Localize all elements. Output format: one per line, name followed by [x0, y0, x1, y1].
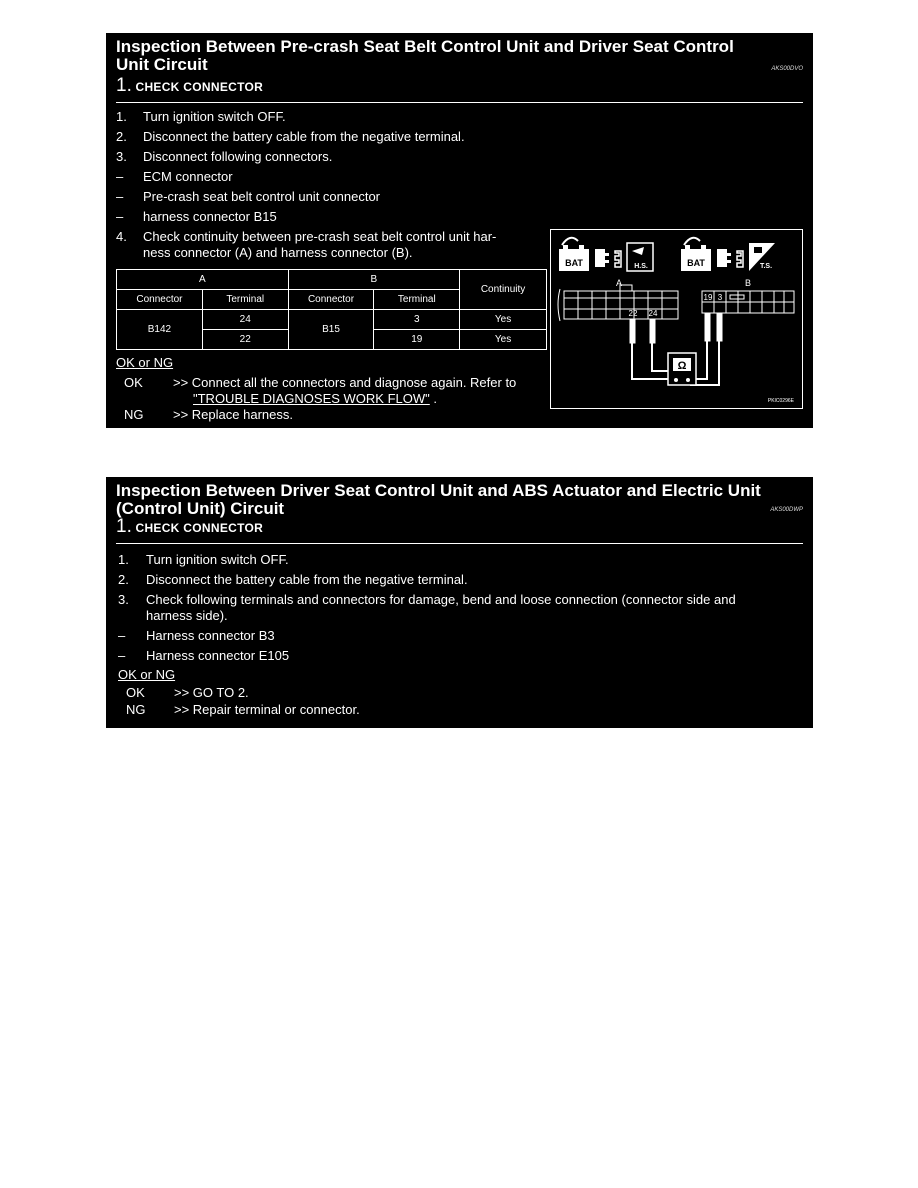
step-marker: – — [118, 628, 126, 643]
battery-label: BAT — [687, 258, 705, 268]
step-marker: 2. — [116, 129, 127, 144]
table-header-terminal: Terminal — [374, 290, 460, 310]
ok-text: >> GO TO 2. — [174, 685, 249, 700]
workflow-link-line — [193, 391, 437, 407]
ng-text: >> Repair terminal or connector. — [174, 702, 360, 717]
table-cell-continuity: Yes — [460, 310, 547, 330]
step-text: Harness connector E105 — [146, 648, 290, 663]
table-header-continuity: Continuity — [460, 270, 547, 310]
step-number: 1. — [116, 516, 132, 537]
terminal-side-icon — [749, 243, 775, 271]
step-title: CHECK CONNECTOR — [135, 521, 264, 535]
table-cell-continuity: Yes — [460, 330, 547, 350]
step-text: Disconnect the battery cable from the negative terminal. — [143, 129, 465, 144]
table-cell-connector-b: B15 — [288, 310, 374, 350]
step-marker: – — [118, 648, 126, 663]
ng-text: >> Replace harness. — [173, 407, 293, 422]
table-row — [117, 310, 547, 330]
step-marker: 3. — [116, 149, 127, 164]
section-title-line1: Inspection Between Pre-crash Seat Belt Control Unit and Driver Seat Control — [116, 37, 734, 56]
ng-label: NG — [124, 407, 144, 422]
pin-label: 3 — [717, 293, 723, 302]
workflow-link[interactable]: "TROUBLE DIAGNOSES WORK FLOW" — [193, 391, 430, 406]
table-group-b: B — [288, 270, 460, 290]
ok-ng-heading: OK or NG — [116, 355, 174, 370]
pin-label: 19 — [703, 293, 713, 302]
step-marker: 3. — [118, 592, 129, 607]
connector-a-label: A — [615, 278, 623, 288]
connector-b-label: B — [744, 278, 752, 288]
section-code: AKS00DWP — [770, 507, 803, 513]
ohmmeter-icon — [668, 353, 696, 385]
continuity-table — [116, 269, 547, 350]
step-text: Check continuity between pre-crash seat belt control unit har- — [143, 229, 497, 244]
step-text: ECM connector — [143, 169, 233, 184]
battery-label: BAT — [565, 258, 583, 268]
table-cell-terminal-a: 22 — [202, 330, 288, 350]
step-text: harness side). — [146, 608, 228, 623]
ok-label: OK — [126, 685, 145, 700]
step-text: Pre-crash seat belt control unit connector — [143, 189, 381, 204]
step-text: Disconnect following connectors. — [143, 149, 333, 164]
ng-label: NG — [126, 702, 146, 717]
step-text: harness connector B15 — [143, 209, 277, 224]
step-marker: 4. — [116, 229, 127, 244]
divider — [116, 543, 803, 544]
step-marker: 2. — [118, 572, 129, 587]
step-text: Check following terminals and connectors for damage, bend and loose connection (connector side and — [146, 592, 736, 607]
ok-label: OK — [124, 375, 143, 390]
table-group-a: A — [117, 270, 289, 290]
circuit-diagram — [550, 229, 803, 409]
step-text: Turn ignition switch OFF. — [143, 109, 286, 124]
step-marker: 1. — [118, 552, 129, 567]
inspection-panel-precrash — [106, 33, 813, 428]
table-header-terminal: Terminal — [202, 290, 288, 310]
step-text: Turn ignition switch OFF. — [146, 552, 289, 567]
figure-code: PKIC0296E — [767, 398, 794, 404]
table-cell-connector-a: B142 — [117, 310, 203, 350]
hs-label: H.S. — [634, 263, 648, 270]
step-text: ness connector (A) and harness connector (B). — [143, 245, 413, 260]
link-period: . — [433, 391, 438, 406]
step-marker: – — [116, 209, 124, 224]
section-title-line1: Inspection Between Driver Seat Control Unit and ABS Actuator and Electric Unit — [116, 481, 761, 500]
table-cell-terminal-b: 19 — [374, 330, 460, 350]
pin-label: 22 — [628, 309, 638, 318]
table-cell-terminal-a: 24 — [202, 310, 288, 330]
step-heading — [116, 75, 263, 97]
step-text: Disconnect the battery cable from the negative terminal. — [146, 572, 468, 587]
step-title: CHECK CONNECTOR — [135, 80, 264, 94]
step-number: 1. — [116, 75, 132, 96]
step-text: Harness connector B3 — [146, 628, 275, 643]
section-code: AKS00DVO — [771, 66, 803, 72]
step-heading — [116, 516, 263, 538]
pin-label: 24 — [648, 309, 658, 318]
ok-text: >> Connect all the connectors and diagnose again. Refer to — [173, 375, 517, 390]
step-marker: 1. — [116, 109, 127, 124]
divider — [116, 102, 803, 103]
step-marker: – — [116, 189, 124, 204]
table-header-connector: Connector — [117, 290, 203, 310]
step-marker: – — [116, 169, 124, 184]
section-title-line2: (Control Unit) Circuit — [116, 499, 285, 518]
ohm-symbol: Ω — [677, 360, 687, 372]
ts-label: T.S. — [759, 263, 773, 270]
harness-side-icon — [627, 243, 653, 271]
section-title-line2: Unit Circuit — [116, 55, 208, 74]
ok-ng-heading: OK or NG — [118, 667, 176, 682]
table-cell-terminal-b: 3 — [374, 310, 460, 330]
inspection-panel-abs — [106, 477, 813, 728]
table-header-connector: Connector — [288, 290, 374, 310]
